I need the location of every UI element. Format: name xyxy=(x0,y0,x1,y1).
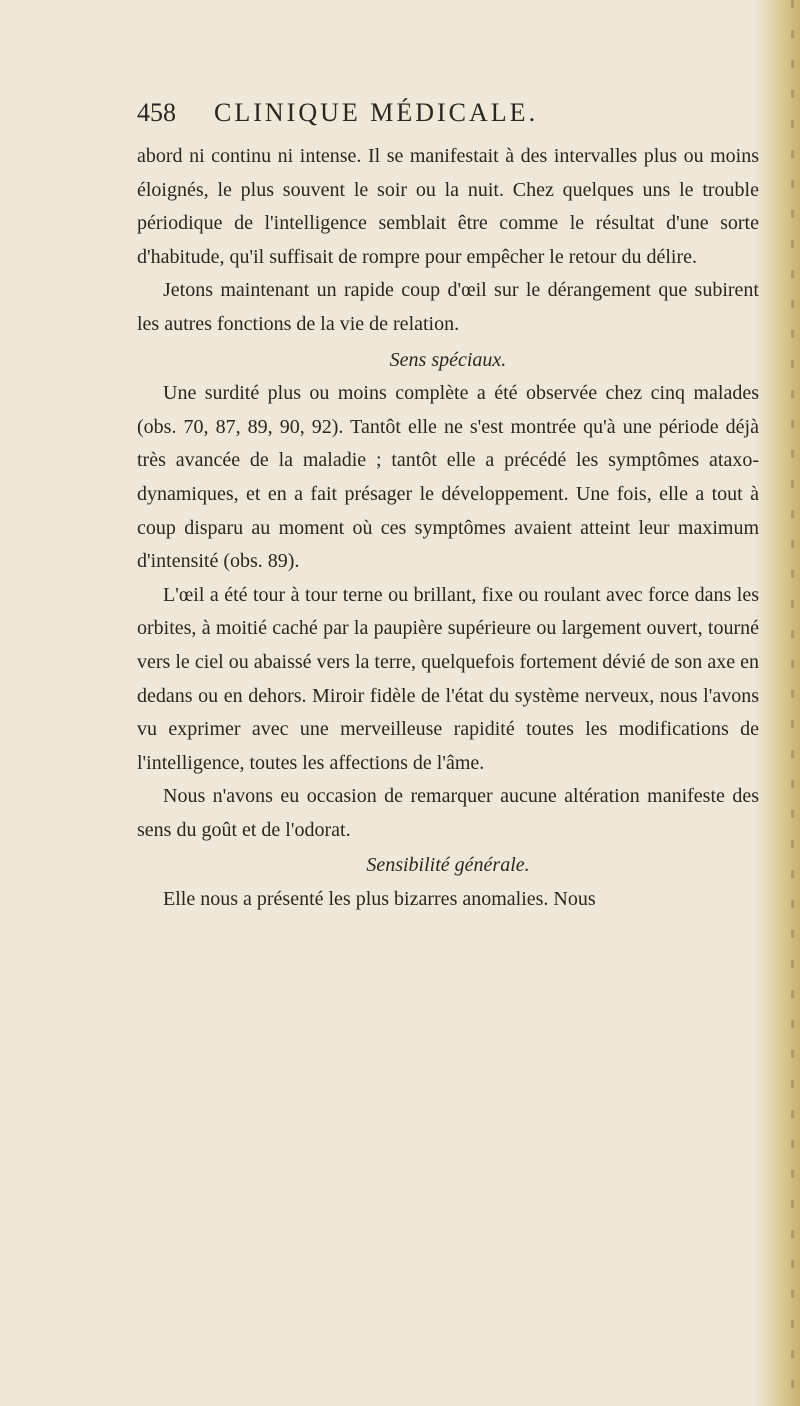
section-heading-sens-speciaux: Sens spéciaux. xyxy=(389,348,507,371)
paragraph-surdite: Une surdité plus ou moins complète a été observée chez cinq malades (obs. 70, 87, 89, 90, 92). Tantôt elle ne s'est montrée qu'à une période déjà très avancée de la maladie ; tantôt elle a précédé les symptômes ataxo-dynamiques, et en a fait présager le développement. Une fois, elle a tout à coup disparu au moment où ces symptômes avaient atteint leur maximum d'intensité (obs. 89). xyxy=(137,382,759,573)
paragraph-sensibilite: Elle nous a présenté les plus bizarres anomalies. Nous xyxy=(163,888,596,911)
paragraph-relation: Jetons maintenant un rapide coup d'œil sur le dérangement que subirent les autres fonctions de la vie de relation. xyxy=(137,279,759,335)
page-header xyxy=(137,98,759,132)
running-title: CLINIQUE MÉDICALE. xyxy=(214,98,539,127)
paragraph-continuation: abord ni continu ni intense. Il se manifestait à des intervalles plus ou moins éloignés, le plus souvent le soir ou la nuit. Chez quelques uns le trouble périodique de l'intelligence semblait être comme le résultat d'une sorte d'habitude, qu'il suffisait de rompre pour empêcher le retour du délire. xyxy=(137,145,759,268)
section-heading-sensibilite: Sensibilité générale. xyxy=(366,854,530,877)
page-number: 458 xyxy=(137,98,176,127)
paragraph-gout-odorat: Nous n'avons eu occasion de remarquer aucune altération manifeste des sens du goût et de l'odorat. xyxy=(137,785,759,841)
page-content xyxy=(137,98,759,917)
page-edge-shadow xyxy=(754,0,800,1406)
paragraph-oeil: L'œil a été tour à tour terne ou brillant, fixe ou roulant avec force dans les orbites, à moitié caché par la paupière supérieure ou largement ouvert, tourné vers le ciel ou abaissé vers la terre, quelquefois fortement dévié de son axe en dedans ou en dehors. Miroir fidèle de l'état du système nerveux, nous l'avons vu exprimer avec une merveilleuse rapidité toutes les modifications de l'intelligence, toutes les affections de l'âme. xyxy=(137,583,759,774)
